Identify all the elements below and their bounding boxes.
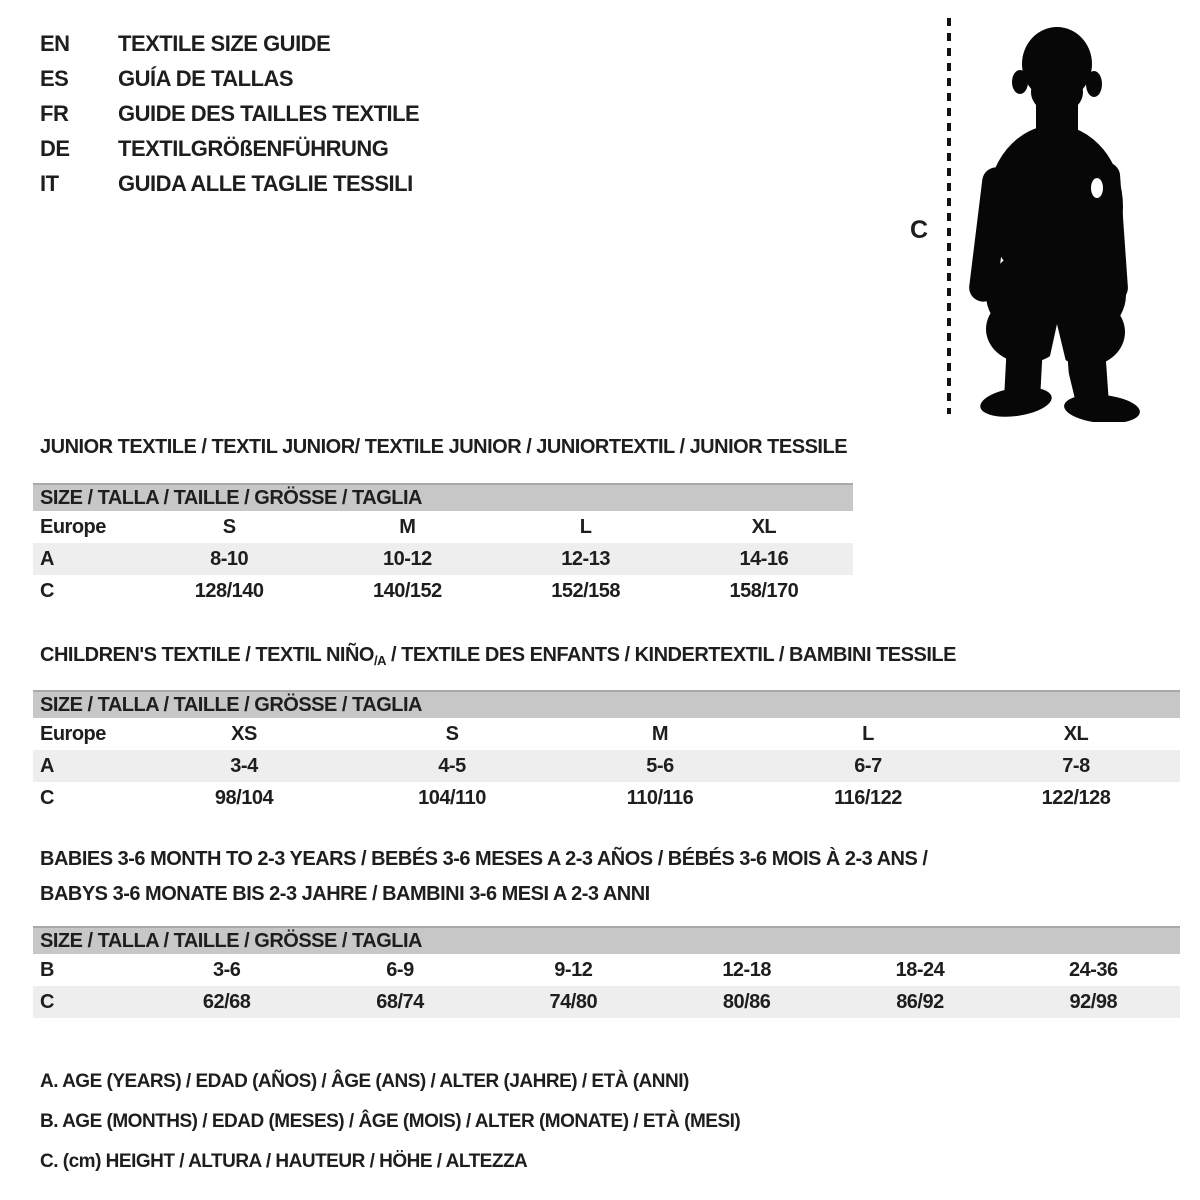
- cell: 18-24: [895, 958, 945, 981]
- children-title-prefix: CHILDREN'S TEXTILE / TEXTIL NIÑO: [40, 644, 374, 666]
- cell: M: [399, 515, 416, 538]
- row-label: Europe: [40, 515, 106, 538]
- table-row: [33, 750, 1180, 782]
- cell: XL: [1063, 722, 1089, 745]
- table-row: [33, 718, 1180, 750]
- children-size-header-bar: SIZE / TALLA / TAILLE / GRÖSSE / TAGLIA: [33, 690, 1180, 718]
- cell: 9-12: [554, 958, 593, 981]
- row-label: Europe: [40, 722, 106, 745]
- lang-code: FR: [40, 100, 69, 126]
- table-row: [33, 782, 1180, 814]
- cell: 6-7: [854, 754, 882, 777]
- babies-section-title: [40, 842, 927, 912]
- cell: 3-6: [212, 958, 241, 981]
- cell: 158/170: [729, 579, 799, 602]
- measurement-legend: [40, 1062, 740, 1182]
- junior-size-table: [33, 483, 853, 607]
- cell: 122/128: [1041, 786, 1111, 809]
- children-size-table: [33, 690, 1180, 814]
- cell: 3-4: [230, 754, 258, 777]
- cell: 86/92: [896, 990, 944, 1013]
- cell: 24-36: [1068, 958, 1118, 981]
- lang-title: TEXTILE SIZE GUIDE: [118, 30, 331, 56]
- cell: 116/122: [834, 786, 902, 809]
- babies-size-table: [33, 926, 1180, 1018]
- cell: S: [445, 722, 459, 745]
- height-measure-label: C: [910, 216, 928, 244]
- cell: 68/74: [376, 990, 424, 1013]
- cell: 140/152: [372, 579, 442, 602]
- language-heading-block: [40, 26, 419, 201]
- junior-size-header-bar: SIZE / TALLA / TAILLE / GRÖSSE / TAGLIA: [33, 483, 853, 511]
- babies-title-line2: BABYS 3-6 MONATE BIS 2-3 JAHRE / BAMBINI 3-6 MESI A 2-3 ANNI: [40, 883, 650, 905]
- cell: 104/110: [418, 786, 486, 809]
- cell: 98/104: [214, 786, 274, 809]
- cell: 10-12: [383, 547, 432, 570]
- cell: 62/68: [202, 990, 251, 1013]
- lang-title: GUIDA ALLE TAGLIE TESSILI: [118, 170, 413, 196]
- lang-row-de: [40, 131, 419, 166]
- lang-code: EN: [40, 30, 70, 56]
- children-section-title: [40, 642, 956, 674]
- babies-title-line1: BABIES 3-6 MONTH TO 2-3 YEARS / BEBÉS 3-6 MESES A 2-3 AÑOS / BÉBÉS 3-6 MOIS À 2-3 ANS /: [40, 848, 928, 870]
- lang-row-es: [40, 61, 419, 96]
- lang-title: GUÍA DE TALLAS: [118, 65, 294, 91]
- cell: 74/80: [549, 990, 598, 1013]
- cell: 80/86: [722, 990, 771, 1013]
- legend-line-b: B. AGE (MONTHS) / EDAD (MESES) / ÂGE (MOIS) / ALTER (MONATE) / ETÀ (MESI): [40, 1111, 741, 1132]
- junior-section-title: JUNIOR TEXTILE / TEXTIL JUNIOR/ TEXTILE JUNIOR / JUNIORTEXTIL / JUNIOR TESSILE: [40, 436, 848, 458]
- cell: L: [862, 722, 874, 745]
- legend-line-c: C. (cm) HEIGHT / ALTURA / HAUTEUR / HÖHE / ALTEZZA: [40, 1151, 528, 1172]
- table-row: [33, 986, 1180, 1018]
- table-row: [33, 543, 853, 575]
- row-label: A: [40, 754, 54, 777]
- children-title-sub: /A: [373, 653, 386, 668]
- cell: XL: [751, 515, 777, 538]
- lang-row-it: [40, 166, 419, 201]
- table-row: [33, 954, 1180, 986]
- legend-line-a: A. AGE (YEARS) / EDAD (AÑOS) / ÂGE (ANS) / ALTER (JAHRE) / ETÀ (ANNI): [40, 1071, 689, 1092]
- cell: 7-8: [1062, 754, 1090, 777]
- cell: 8-10: [210, 547, 249, 570]
- table-row: [33, 511, 853, 543]
- lang-title: GUIDE DES TAILLES TEXTILE: [118, 100, 420, 126]
- cell: S: [222, 515, 236, 538]
- lang-row-fr: [40, 96, 419, 131]
- cell: 5-6: [646, 754, 674, 777]
- children-title-suffix: / TEXTILE DES ENFANTS / KINDERTEXTIL / BAMBINI TESSILE: [385, 644, 956, 666]
- height-measure-line: [944, 16, 954, 416]
- lang-code: ES: [40, 65, 69, 91]
- cell: 14-16: [739, 547, 789, 570]
- row-label: C: [40, 579, 54, 602]
- row-label: A: [40, 547, 54, 570]
- cell: 6-9: [386, 958, 414, 981]
- cell: XS: [231, 722, 257, 745]
- cell: 152/158: [551, 579, 621, 602]
- cell: L: [579, 515, 592, 538]
- row-label: B: [40, 958, 54, 981]
- cell: 128/140: [194, 579, 264, 602]
- cell: M: [651, 722, 669, 745]
- lang-title: TEXTILGRÖßENFÜHRUNG: [118, 135, 389, 161]
- row-label: C: [40, 990, 54, 1013]
- cell: 4-5: [438, 754, 466, 777]
- toddler-silhouette-icon: [956, 12, 1144, 422]
- lang-code: IT: [40, 170, 59, 196]
- table-row: [33, 575, 853, 607]
- cell: 12-13: [561, 547, 610, 570]
- cell: 12-18: [722, 958, 771, 981]
- babies-size-header-bar: SIZE / TALLA / TAILLE / GRÖSSE / TAGLIA: [33, 926, 1180, 954]
- lang-code: DE: [40, 135, 70, 161]
- lang-row-en: [40, 26, 419, 61]
- row-label: C: [40, 786, 54, 809]
- cell: 110/116: [626, 786, 694, 809]
- cell: 92/98: [1069, 990, 1118, 1013]
